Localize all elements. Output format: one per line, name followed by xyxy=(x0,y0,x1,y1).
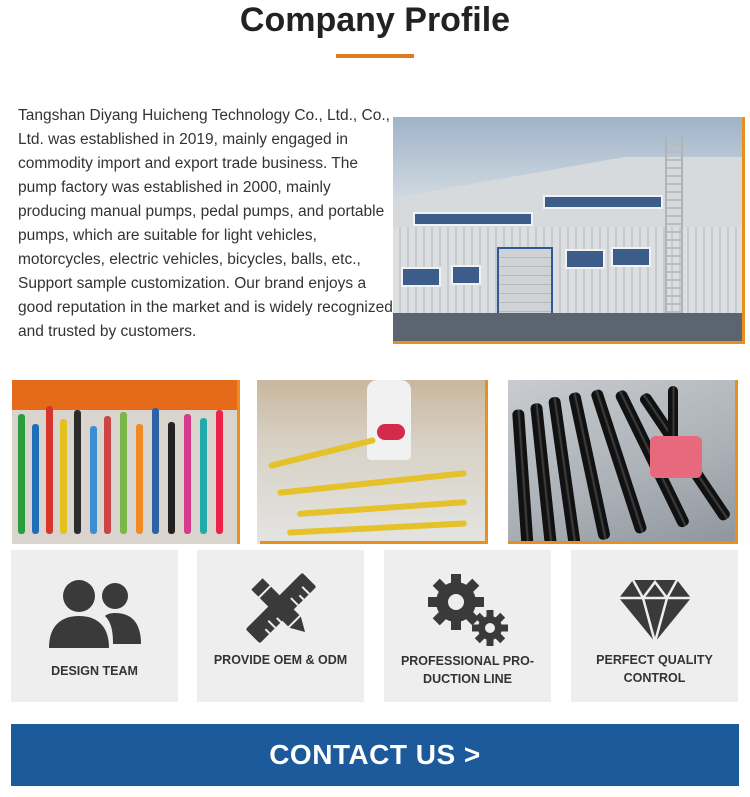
workshop-photo xyxy=(257,380,488,544)
gears-icon xyxy=(426,572,510,648)
company-intro-text: Tangshan Diyang Huicheng Technology Co., Ltd., Co., Ltd. was established in 2019, mainly engaged in commodity import and export trade business. The pump factory was established in 2000, mainly producing manual pumps, pedal pumps, and portable pumps, which are suitable for light vehicles, motorcycles, electric vehicles, bicycles, balls, etc., Support sample customization. Our brand enjoys a good reputation in the market and is widely recognized and trusted by customers. xyxy=(18,107,393,340)
card-label: DESIGN TEAM xyxy=(51,664,138,678)
card-label: PROFESSIONAL PRO-DUCTION LINE xyxy=(400,654,535,686)
card-label: PROVIDE OEM & ODM xyxy=(213,653,348,667)
diamond-icon xyxy=(617,578,693,644)
factory-photo xyxy=(393,117,745,344)
card-label: PERFECT QUALITY CONTROL xyxy=(596,653,713,685)
feature-card-oem-odm xyxy=(197,550,364,702)
black-tubes-photo xyxy=(508,380,738,544)
pump-showroom-photo xyxy=(12,380,240,544)
page-title: Company Profile xyxy=(239,1,511,39)
contact-us-button[interactable]: CONTACT US > xyxy=(11,724,739,786)
team-icon xyxy=(49,576,141,650)
pencil-ruler-icon xyxy=(245,572,317,644)
title-underline xyxy=(336,54,414,58)
feature-card-quality-control xyxy=(571,550,738,702)
feature-card-production-line xyxy=(384,550,551,702)
feature-card-design-team xyxy=(11,550,178,702)
